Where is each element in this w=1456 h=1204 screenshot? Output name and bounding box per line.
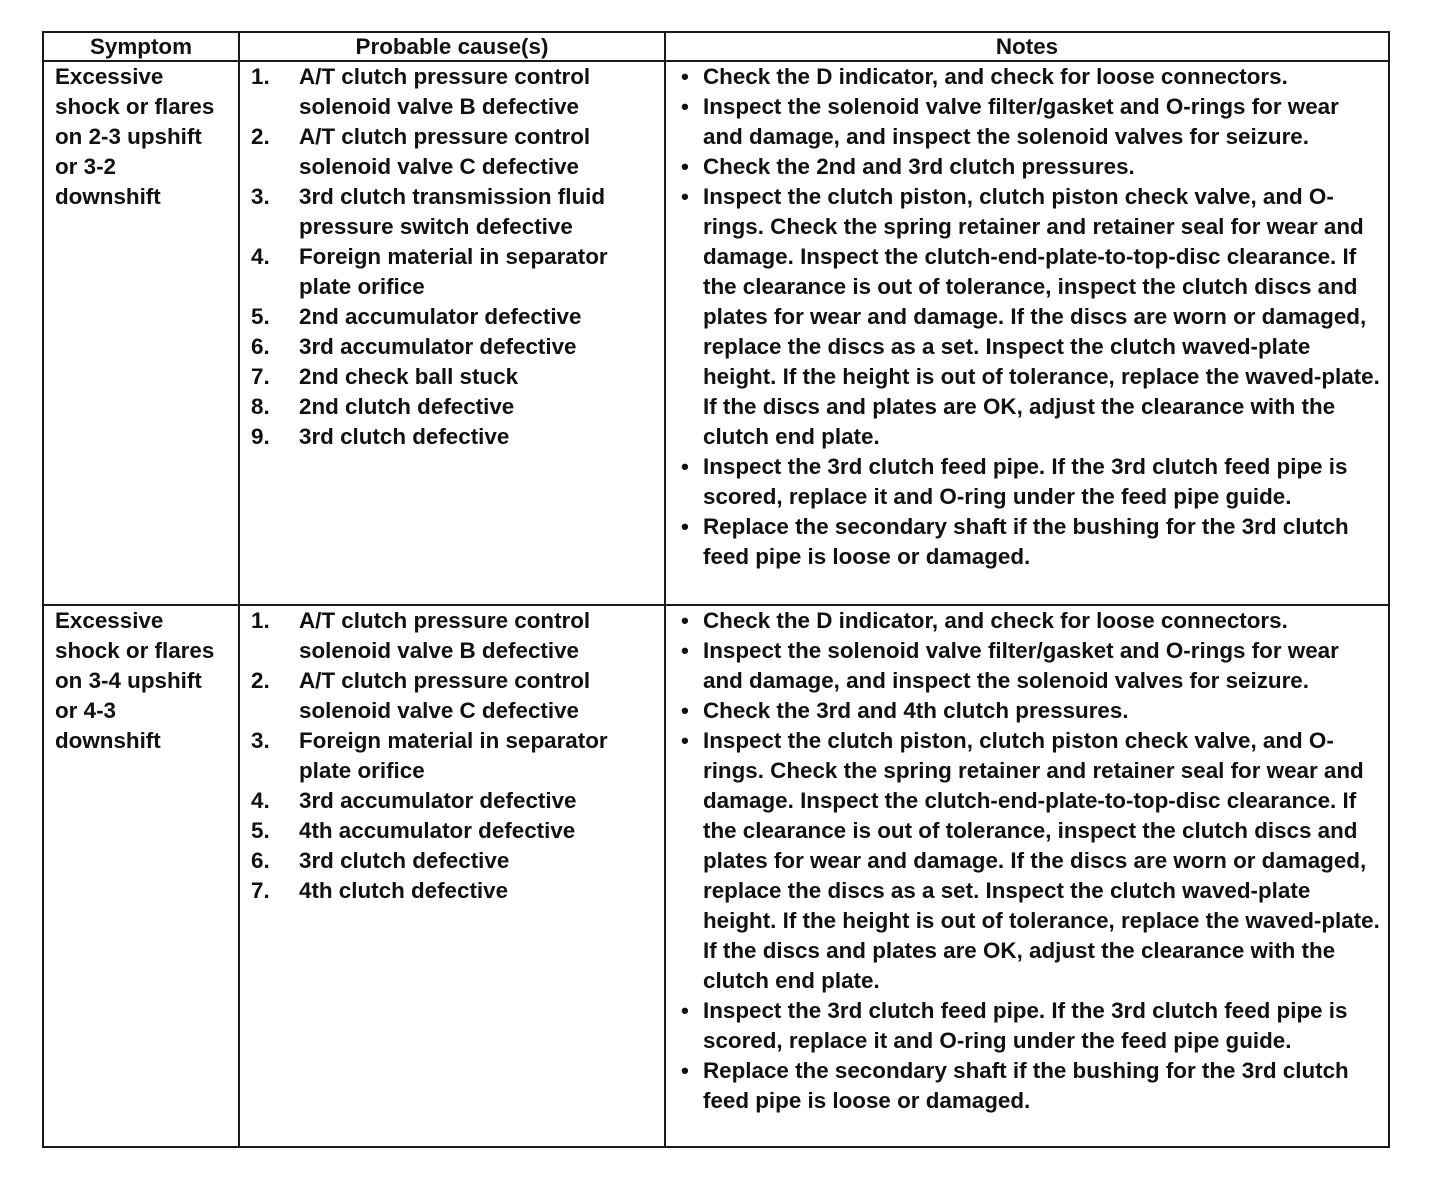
cause-number: 2. bbox=[251, 124, 270, 149]
cause-number: 9. bbox=[251, 424, 270, 449]
note-text: Inspect the 3rd clutch feed pipe. If the 3rd clutch feed pipe is scored, replace it and O-ring under the feed pipe guide. bbox=[703, 454, 1348, 509]
list-item bbox=[251, 422, 660, 452]
bullet-icon: • bbox=[681, 998, 689, 1023]
list-item bbox=[677, 512, 1380, 572]
note-text: Check the 2nd and 3rd clutch pressures. bbox=[703, 154, 1135, 179]
list-item bbox=[251, 242, 660, 302]
list-item bbox=[677, 152, 1380, 182]
cause-text: Foreign material in separator plate orifice bbox=[299, 728, 608, 783]
note-list bbox=[677, 62, 1380, 572]
list-item bbox=[677, 606, 1380, 636]
note-list bbox=[677, 606, 1380, 1116]
cause-number: 5. bbox=[251, 818, 270, 843]
cause-text: 4th accumulator defective bbox=[299, 818, 576, 843]
list-item bbox=[251, 876, 660, 906]
cause-number: 4. bbox=[251, 788, 270, 813]
list-item bbox=[251, 392, 660, 422]
bullet-icon: • bbox=[681, 1058, 689, 1083]
header-notes: Notes bbox=[665, 32, 1389, 61]
bullet-icon: • bbox=[681, 608, 689, 633]
list-item bbox=[251, 816, 660, 846]
cause-text: A/T clutch pressure control solenoid valve C defective bbox=[299, 668, 591, 723]
cause-text: 3rd clutch defective bbox=[299, 848, 510, 873]
list-item bbox=[251, 122, 660, 182]
note-text: Inspect the solenoid valve filter/gasket and O-rings for wear and damage, and inspect the solenoid valves for seizure. bbox=[703, 94, 1339, 149]
cause-text: 2nd check ball stuck bbox=[299, 364, 519, 389]
cause-text: 3rd clutch transmission fluid pressure switch defective bbox=[299, 184, 606, 239]
cause-text: 2nd accumulator defective bbox=[299, 304, 582, 329]
notes-cell bbox=[665, 61, 1389, 605]
list-item bbox=[251, 62, 660, 122]
list-item bbox=[677, 92, 1380, 152]
bullet-icon: • bbox=[681, 638, 689, 663]
cause-list bbox=[251, 62, 660, 452]
note-text: Replace the secondary shaft if the bushing for the 3rd clutch feed pipe is loose or damaged. bbox=[703, 1058, 1349, 1113]
symptom-cell: Excessive shock or flares on 2-3 upshift or 3-2 downshift bbox=[43, 61, 239, 605]
list-item bbox=[251, 786, 660, 816]
bullet-icon: • bbox=[681, 184, 689, 209]
list-item bbox=[677, 62, 1380, 92]
cause-text: 3rd clutch defective bbox=[299, 424, 510, 449]
cause-number: 3. bbox=[251, 184, 270, 209]
cause-text: 2nd clutch defective bbox=[299, 394, 515, 419]
note-text: Check the D indicator, and check for loose connectors. bbox=[703, 64, 1288, 89]
bullet-icon: • bbox=[681, 94, 689, 119]
list-item bbox=[251, 726, 660, 786]
cause-list bbox=[251, 606, 660, 906]
bullet-icon: • bbox=[681, 514, 689, 539]
cause-number: 1. bbox=[251, 64, 270, 89]
table-row bbox=[43, 61, 1389, 605]
list-item bbox=[677, 1056, 1380, 1116]
list-item bbox=[251, 302, 660, 332]
bullet-icon: • bbox=[681, 728, 689, 753]
cause-number: 6. bbox=[251, 334, 270, 359]
bullet-icon: • bbox=[681, 154, 689, 179]
note-text: Inspect the clutch piston, clutch piston check valve, and O-rings. Check the spring retainer and retainer seal for wear and damage. Inspect the clutch-end-plate-to-top-disc clearance. If the clearance is out of tolerance, inspect the clutch discs and plates for wear and damage. If the discs are worn or damaged, replace the discs as a set. Inspect the clutch waved-plate height. If the height is out of tolerance, replace the waved-plate. If the discs and plates are OK, adjust the clearance with the clutch end plate. bbox=[703, 728, 1380, 993]
cause-number: 3. bbox=[251, 728, 270, 753]
note-text: Replace the secondary shaft if the bushing for the 3rd clutch feed pipe is loose or damaged. bbox=[703, 514, 1349, 569]
cause-text: A/T clutch pressure control solenoid valve C defective bbox=[299, 124, 591, 179]
cause-text: A/T clutch pressure control solenoid valve B defective bbox=[299, 64, 591, 119]
cause-number: 1. bbox=[251, 608, 270, 633]
causes-cell bbox=[239, 605, 665, 1147]
cause-number: 2. bbox=[251, 668, 270, 693]
note-text: Inspect the 3rd clutch feed pipe. If the 3rd clutch feed pipe is scored, replace it and O-ring under the feed pipe guide. bbox=[703, 998, 1348, 1053]
cause-number: 8. bbox=[251, 394, 270, 419]
list-item bbox=[677, 696, 1380, 726]
list-item bbox=[677, 182, 1380, 452]
cause-number: 7. bbox=[251, 364, 270, 389]
cause-number: 4. bbox=[251, 244, 270, 269]
cause-number: 5. bbox=[251, 304, 270, 329]
list-item bbox=[251, 362, 660, 392]
note-text: Check the D indicator, and check for loose connectors. bbox=[703, 608, 1288, 633]
troubleshooting-table bbox=[42, 31, 1390, 1148]
cause-text: Foreign material in separator plate orifice bbox=[299, 244, 608, 299]
cause-number: 7. bbox=[251, 878, 270, 903]
list-item bbox=[251, 846, 660, 876]
symptom-cell: Excessive shock or flares on 3-4 upshift or 4-3 downshift bbox=[43, 605, 239, 1147]
list-item bbox=[677, 996, 1380, 1056]
note-text: Inspect the solenoid valve filter/gasket and O-rings for wear and damage, and inspect the solenoid valves for seizure. bbox=[703, 638, 1339, 693]
list-item bbox=[677, 636, 1380, 696]
cause-text: 3rd accumulator defective bbox=[299, 788, 577, 813]
bullet-icon: • bbox=[681, 698, 689, 723]
cause-number: 6. bbox=[251, 848, 270, 873]
list-item bbox=[677, 452, 1380, 512]
cause-text: 4th clutch defective bbox=[299, 878, 509, 903]
list-item bbox=[677, 726, 1380, 996]
cause-text: A/T clutch pressure control solenoid valve B defective bbox=[299, 608, 591, 663]
table-header-row bbox=[43, 32, 1389, 61]
bullet-icon: • bbox=[681, 64, 689, 89]
list-item bbox=[251, 182, 660, 242]
causes-cell bbox=[239, 61, 665, 605]
table-row bbox=[43, 605, 1389, 1147]
cause-text: 3rd accumulator defective bbox=[299, 334, 577, 359]
bullet-icon: • bbox=[681, 454, 689, 479]
header-probable-causes: Probable cause(s) bbox=[239, 32, 665, 61]
notes-cell bbox=[665, 605, 1389, 1147]
list-item bbox=[251, 332, 660, 362]
list-item bbox=[251, 666, 660, 726]
header-symptom: Symptom bbox=[43, 32, 239, 61]
note-text: Inspect the clutch piston, clutch piston check valve, and O-rings. Check the spring retainer and retainer seal for wear and damage. Inspect the clutch-end-plate-to-top-disc clearance. If the clearance is out of tolerance, inspect the clutch discs and plates for wear and damage. If the discs are worn or damaged, replace the discs as a set. Inspect the clutch waved-plate height. If the height is out of tolerance, replace the waved-plate. If the discs and plates are OK, adjust the clearance with the clutch end plate. bbox=[703, 184, 1380, 449]
note-text: Check the 3rd and 4th clutch pressures. bbox=[703, 698, 1129, 723]
list-item bbox=[251, 606, 660, 666]
